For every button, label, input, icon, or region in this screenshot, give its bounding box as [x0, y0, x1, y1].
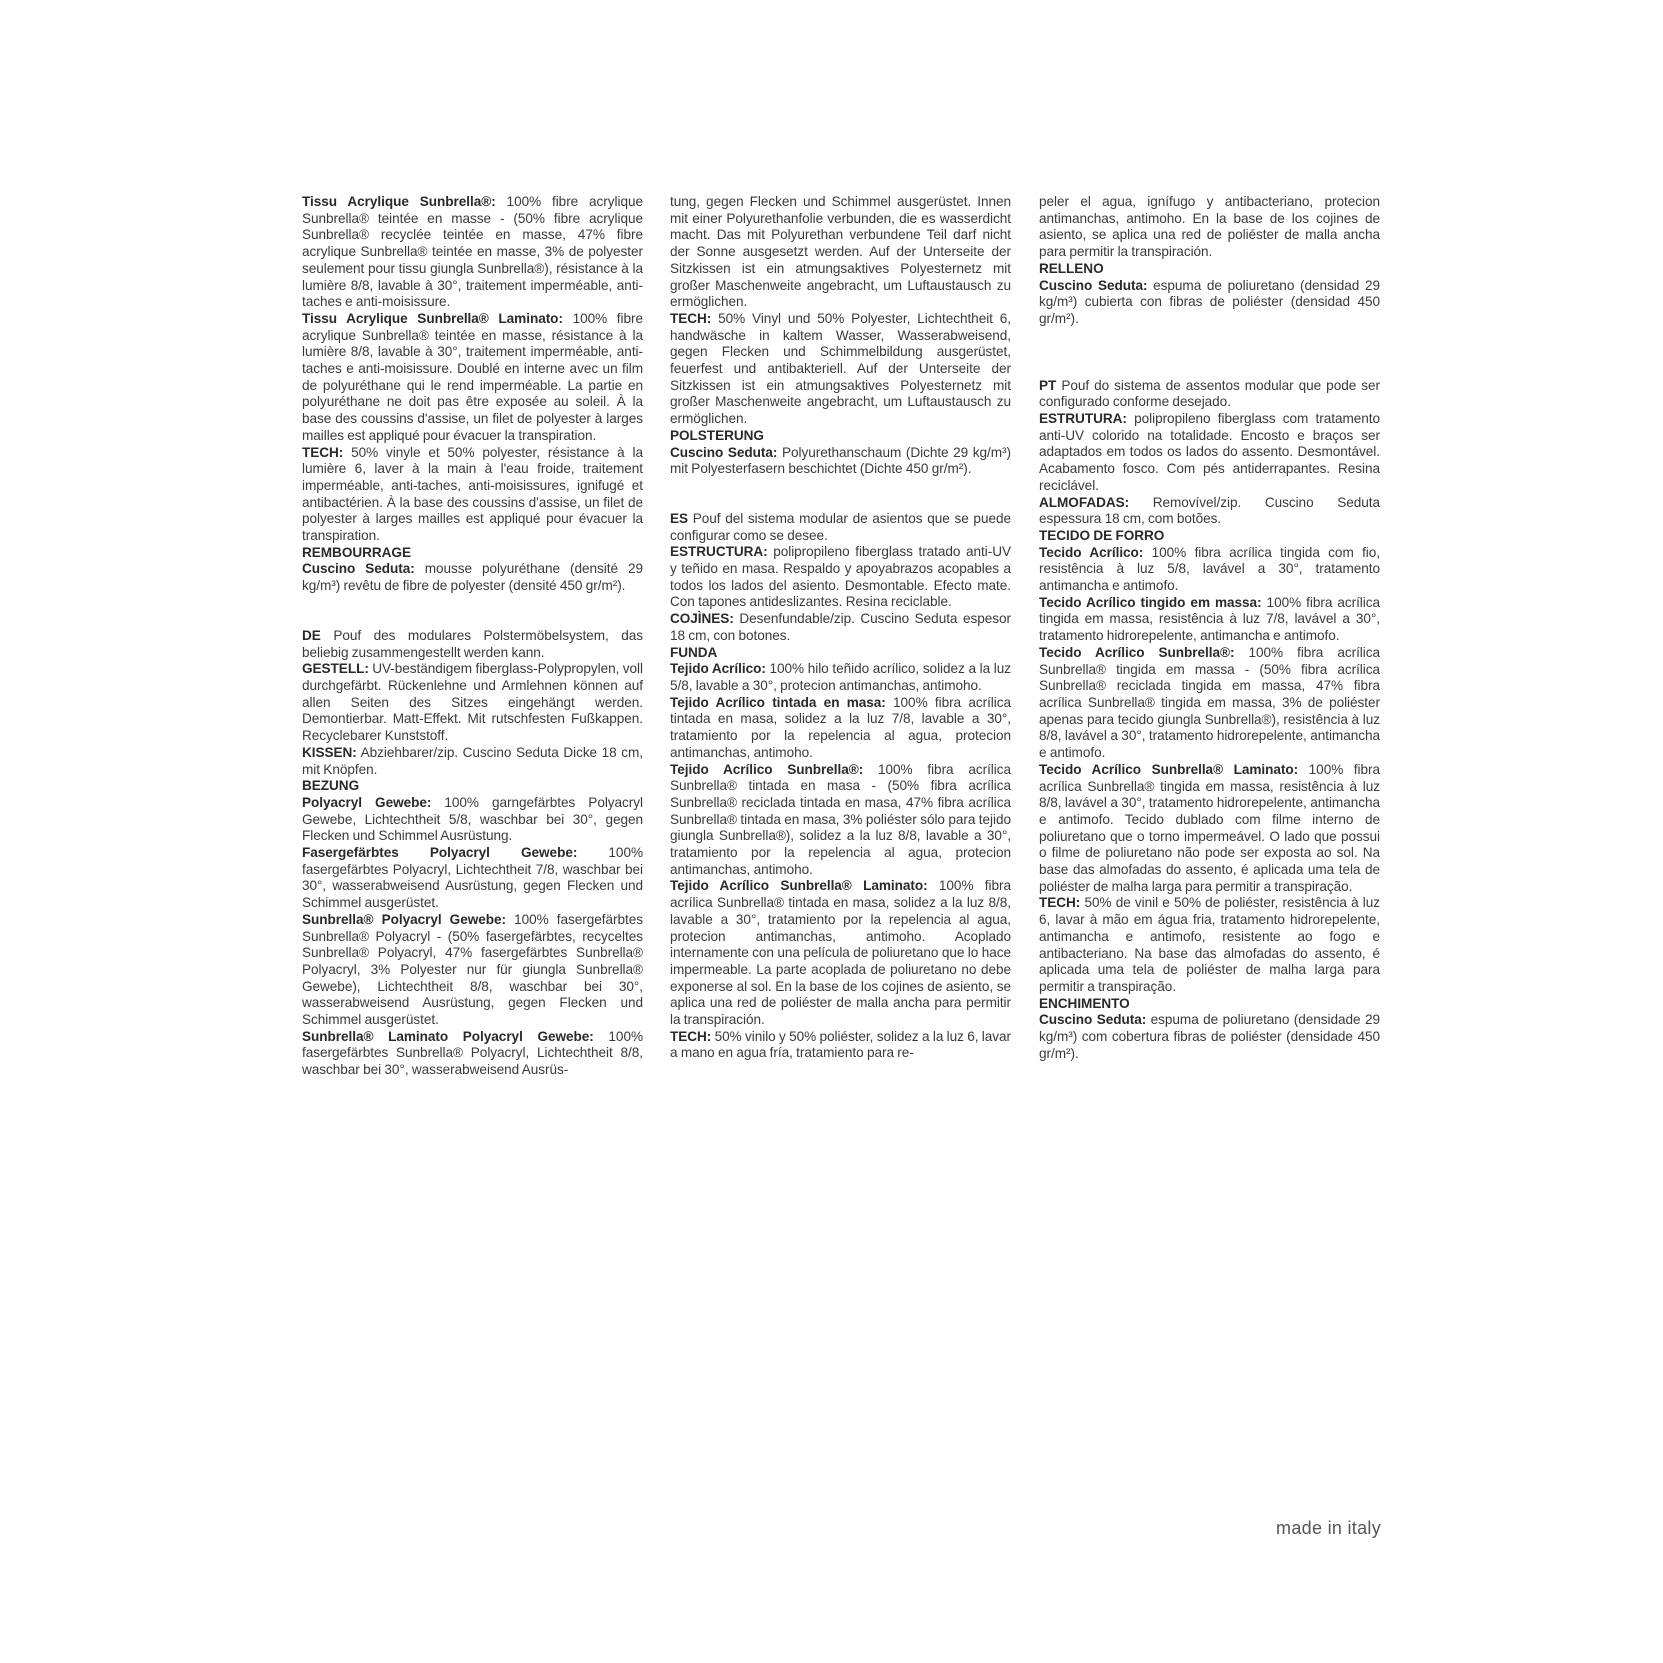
spec-text: 100% fasergefärbtes Sunbrella® Polyacryl, Lichtechtheit 8/8, waschbar bei 30°, wasserabweisend Ausrüs- [302, 1028, 643, 1078]
spec-text: 100% fibra acrílica Sunbrella® tintada en masa, solidez a la luz 8/8, lavable a 30°, tratamiento por la repelencia al agua, protecion antimanchas, antimoho. Acoplado internamente con una película de poliuretano que lo hace impermeable. La parte acoplada de poliuretano no debe exponerse al sol. En la base de los cojines de asiento, se aplica una red de poliéster de malla ancha para permitir la transpiración. [670, 878, 1011, 1028]
spec-text: 100% fibra acrílica Sunbrella® tingida em massa, resistência à luz 8/8, lavável a 30°, tratamento hidrorepelente, antimancha e antimofo. Tecido dublado com filme interno de poliuretano que o torno impermeável. O lado que possui o filme de poliuretano não pode ser exposta ao sol. Na base das almofadas do assento, é aplicada uma tela de poliéster de malha larga para permitir a transpiração. [1039, 761, 1380, 894]
spec-paragraph [302, 311, 643, 445]
spec-paragraph [1039, 645, 1380, 762]
spec-paragraph [670, 611, 1011, 644]
spec-text: mousse polyuréthane (densité 29 kg/m³) revêtu de fibre de polyester (densité 450 gr/m²). [302, 561, 643, 594]
spec-text: polipropileno fiberglass tratado anti-UV y teñido en masa. Respaldo y apoyabrazos acopables a todos los lados del asiento. Desmontable. Efecto mate. Con tapones antideslizantes. Resina reciclable. [670, 544, 1011, 610]
spec-label: Sunbrella® Polyacryl Gewebe: [302, 911, 506, 927]
spec-paragraph [670, 194, 1011, 311]
spec-label: Tecido Acrílico tingido em massa: [1039, 594, 1262, 610]
spec-label: Cuscino Seduta: [302, 561, 415, 577]
spec-paragraph [670, 878, 1011, 1028]
spec-paragraph [302, 194, 643, 311]
spec-paragraph [670, 695, 1011, 762]
spec-paragraph [302, 912, 643, 1029]
spec-text: 100% fibra acrílica tintada en masa, solidez a la luz 7/8, lavable a 30°, tratamiento por la repelencia al agua, protecion antimanchas, antimoho. [670, 694, 1011, 760]
spec-label: Tissu Acrylique Sunbrella®: [302, 194, 496, 209]
spec-label: Tejido Acrílico tintada en masa: [670, 694, 886, 710]
spec-text: tung, gegen Flecken und Schimmel ausgerüstet. Innen mit einer Polyurethanfolie verbunden, die es wasserdicht macht. Das mit Polyurethan verbundene Teil darf nicht der Sonne ausgesetzt werden. Auf der Unterseite der Sitzkissen ist ein atmungsaktives Polyesternetz mit großer Maschenweite angebracht, um Luftaustausch zu ermöglichen. [670, 194, 1011, 310]
section-heading: ENCHIMENTO [1039, 995, 1130, 1011]
spec-text: 50% vinyle et 50% polyester, résistance à la lumière 6, laver à la main à l'eau froide, traitement imperméable, anti-taches, anti-moisissures, ignifugé et antibactérien. À la base des coussins d'assise, un filet de polyester à larges mailles est appliqué pour évacuer la transpiration. [302, 444, 643, 544]
made-in-italy-label: made in italy [1276, 1518, 1381, 1538]
spec-text: espuma de poliuretano (densidade 29 kg/m³) com cobertura fibras de poliéster (densidade 450 gr/m²). [1039, 1012, 1380, 1061]
spec-label: TECH: [670, 310, 712, 326]
spec-label: Tecido Acrílico Sunbrella® Laminato: [1039, 761, 1299, 777]
spec-label: Tecido Acrílico: [1039, 544, 1144, 560]
spec-text: 50% vinilo y 50% poliéster, solidez a la luz 6, lavar a mano en agua fría, tratamiento para re- [670, 1028, 1011, 1061]
spec-paragraph [302, 795, 643, 845]
section-heading: RELLENO [1039, 260, 1104, 276]
spec-paragraph [1039, 378, 1380, 411]
spec-text: 100% fibra acrílica tingida em massa, resistência à luz 7/8, lavável a 30°, tratamento hidrorepelente, antimancha e antimofo. [1039, 594, 1380, 644]
spec-label: PT [1039, 377, 1057, 393]
spec-text: 100% fibre acrylique Sunbrella® teintée en masse, résistance à la lumière 8/8, lavable à 30°, traitement imperméable, anti-taches e anti-moisissure. Doublé en interne avec un film de polyuréthane qui le rend imperméable. La partie en polyuréthane ne doit pas être exposée au soleil. À la base des coussins d'assise, un filet de polyester à larges mailles est appliqué pour évacuer la transpiration. [302, 310, 643, 443]
spec-text: 50% Vinyl und 50% Polyester, Lichtechtheit 6, handwäsche in kaltem Wasser, Wasserabweisend, gegen Flecken und Schimmelbildung ausgerüstet, feuerfest und antibakteriell. Auf der Unterseite der Sitzkissen ist ein atmungsaktives Polyesternetz mit großer Maschenweite angebracht, um Luftaustausch zu ermöglichen. [670, 310, 1011, 427]
spec-paragraph [302, 628, 643, 661]
spec-label: KISSEN: [302, 744, 357, 760]
text-column-2 [670, 194, 1011, 1062]
spec-label: Tejido Acrílico Sunbrella® Laminato: [670, 878, 928, 894]
spec-text: Pouf des modulares Polstermöbelsystem, das beliebig zusammengestellt werden kann. [302, 627, 643, 660]
spec-paragraph [302, 845, 643, 912]
spec-text: polipropileno fiberglass com tratamento anti-UV colorido na totalidade. Encosto e braços ser adaptados em todos os lados do assento. Desmontável. Acabamento fosco. Com pés antiderrapantes. Resina reciclável. [1039, 411, 1380, 493]
spec-paragraph [302, 745, 643, 778]
spec-paragraph [1039, 762, 1380, 896]
spec-label: Tissu Acrylique Sunbrella® Laminato: [302, 310, 563, 326]
spec-label: TECH: [302, 444, 344, 460]
spec-text: Pouf do sistema de assentos modular que pode ser configurado conforme desejado. [1039, 377, 1380, 410]
spec-text: 100% fibra acrílica Sunbrella® tintada en masa - (50% fibra acrílica Sunbrella® reciclada tintada en masa, 47% fibra acrílica Sunbrella® tintada en masa, 3% poliéster sólo para tejido giungla Sunbrella®), solidez a la luz 8/8, lavable a 30°, tratamiento por la repelencia al agua, protecion antimanchas, antimoho. [670, 761, 1012, 877]
spec-label: Cuscino Seduta: [1039, 1012, 1147, 1028]
spec-label: Polyacryl Gewebe: [302, 794, 432, 810]
spec-paragraph [670, 661, 1011, 694]
section-heading: TECIDO DE FORRO [1039, 527, 1165, 543]
spec-text: Abziehbarer/zip. Cuscino Seduta Dicke 18 cm, mit Knöpfen. [302, 744, 643, 777]
spec-paragraph [302, 445, 643, 545]
section-heading: BEZUNG [302, 778, 360, 794]
spec-paragraph [670, 1029, 1011, 1062]
spec-label: ESTRUTURA: [1039, 411, 1127, 427]
spec-paragraph [1039, 495, 1380, 528]
spec-text: Pouf del sistema modular de asientos que se puede configurar como se desee. [670, 510, 1011, 543]
spec-text: 100% hilo teñido acrílico, solidez a la luz 5/8, lavable a 30°, protecion antimanchas, antimoho. [670, 661, 1011, 693]
spec-paragraph [670, 311, 1011, 428]
spec-paragraph [670, 511, 1011, 544]
spec-label: Fasergefärbtes Polyacryl Gewebe: [302, 845, 578, 861]
spec-paragraph [670, 544, 1011, 611]
spec-label: Tecido Acrílico Sunbrella®: [1039, 644, 1235, 660]
spec-label: COJÌNES: [670, 611, 734, 627]
spec-text: Polyurethanschaum (Dichte 29 kg/m³) mit Polyesterfasern beschichtet (Dichte 450 gr/m²). [670, 444, 1011, 477]
spec-text: 100% garngefärbtes Polyacryl Gewebe, Lichtechtheit 5/8, waschbar bei 30°, gegen Flecken und Schimmel Ausrüstung. [302, 794, 643, 844]
spec-label: GESTELL: [302, 661, 369, 677]
spec-label: ALMOFADAS: [1039, 494, 1130, 510]
spec-label: Sunbrella® Laminato Polyacryl Gewebe: [302, 1028, 594, 1044]
spec-text: espuma de poliuretano (densidad 29 kg/m³) cubierta con fibras de poliéster (densidad 450 gr/m²). [1039, 277, 1380, 326]
text-column-3 [1039, 194, 1380, 1062]
spec-paragraph [1039, 411, 1380, 495]
spec-paragraph [1039, 595, 1380, 645]
spec-paragraph [1039, 278, 1380, 328]
spec-text: 50% de vinil e 50% de poliéster, resistência à luz 6, lavar à mão em água fria, tratamento hidrorepelente, antimancha e antimofo, resistente ao fogo e antibacteriano. Na base das almofadas do assento, é aplicada uma tela de poliéster de malha larga para permitir a transpiração. [1039, 895, 1380, 994]
section-heading: REMBOURRAGE [302, 544, 411, 560]
spec-text: UV-beständigem fiberglass-Polypropylen, voll durchgefärbt. Rückenlehne und Armlehnen können auf allen Seiten des Sitzes eingehängt werden. Demontierbar. Matt-Effekt. Mit rutschfesten Fußkappen. Recyclebarer Kunststoff. [302, 661, 643, 744]
spec-paragraph [1039, 545, 1380, 595]
spec-paragraph [1039, 1012, 1380, 1062]
spec-label: ES [670, 510, 689, 526]
spec-text: Removível/zip. Cuscino Seduta espessura 18 cm, com botões. [1039, 494, 1380, 527]
spec-paragraph [302, 1029, 643, 1079]
text-column-1 [302, 194, 643, 1079]
spec-paragraph [1039, 194, 1380, 261]
spec-label: Cuscino Seduta: [670, 444, 778, 460]
spec-label: TECH: [1039, 895, 1081, 911]
spec-text: 100% fibra acrílica Sunbrella® tingida em massa - (50% fibra acrílica Sunbrella® reciclada tingida em massa, 47% fibra acrílica Sunbrella® tingida em massa, 3% de poliéster apenas para tecido giungla Sunbrella®), resistência à luz 8/8, lavável a 30°, tratamento hidrorepelente, antimancha e antimofo. [1039, 644, 1380, 761]
spec-text: 100% fibra acrílica tingida com fio, resistência à luz 5/8, lavável a 30°, tratamento antimancha e antimofo. [1039, 544, 1380, 594]
section-heading: POLSTERUNG [670, 427, 764, 443]
spec-text: 100% fibre acrylique Sunbrella® teintée en masse - (50% fibre acrylique Sunbrella® recyclée teintée en masse, 47% fibre acrylique Sunbrella® teintée en masse, 3% de polyester seulement pour tissu giungla Sunbrella®), résistance à la lumière 8/8, lavable à 30°, traitement imperméable, anti-taches e anti-moisissure. [302, 194, 644, 310]
spec-text: Desenfundable/zip. Cuscino Seduta espesor 18 cm, con botones. [670, 611, 1011, 643]
spec-paragraph [670, 445, 1011, 478]
spec-text: 100% fasergefärbtes Polyacryl, Lichtechtheit 7/8, waschbar bei 30°, wasserabweisend Ausrüstung, gegen Flecken und Schimmel ausgerüstet. [302, 845, 643, 911]
section-heading: FUNDA [670, 644, 718, 660]
spec-paragraph [302, 661, 643, 745]
spec-paragraph [302, 561, 643, 594]
spec-label: Tejido Acrílico Sunbrella®: [670, 761, 864, 777]
spec-paragraph [670, 762, 1011, 879]
spec-label: DE [302, 627, 321, 643]
spec-label: TECH: [670, 1028, 712, 1044]
spec-label: Cuscino Seduta: [1039, 277, 1148, 293]
spec-paragraph [1039, 895, 1380, 995]
spec-text: 100% fasergefärbtes Sunbrella® Polyacryl - (50% fasergefärbtes, recyceltes Sunbrella® Polyacryl, 47% fasergefärbtes Sunbrella® Polyacryl, 3% Polyester nur für giungla Sunbrella® Gewebe), Lichtechtheit 8/8, waschbar bei 30°, wasserabweisend Ausrüstung, gegen Flecken und Schimmel ausgerüstet. [302, 911, 643, 1028]
spec-label: Tejido Acrílico: [670, 661, 766, 677]
spec-label: ESTRUCTURA: [670, 544, 768, 560]
spec-text: peler el agua, ignífugo y antibacteriano, protecion antimanchas, antimoho. En la base de los cojines de asiento, se aplica una red de poliéster de malla ancha para permitir la transpiración. [1039, 194, 1380, 260]
